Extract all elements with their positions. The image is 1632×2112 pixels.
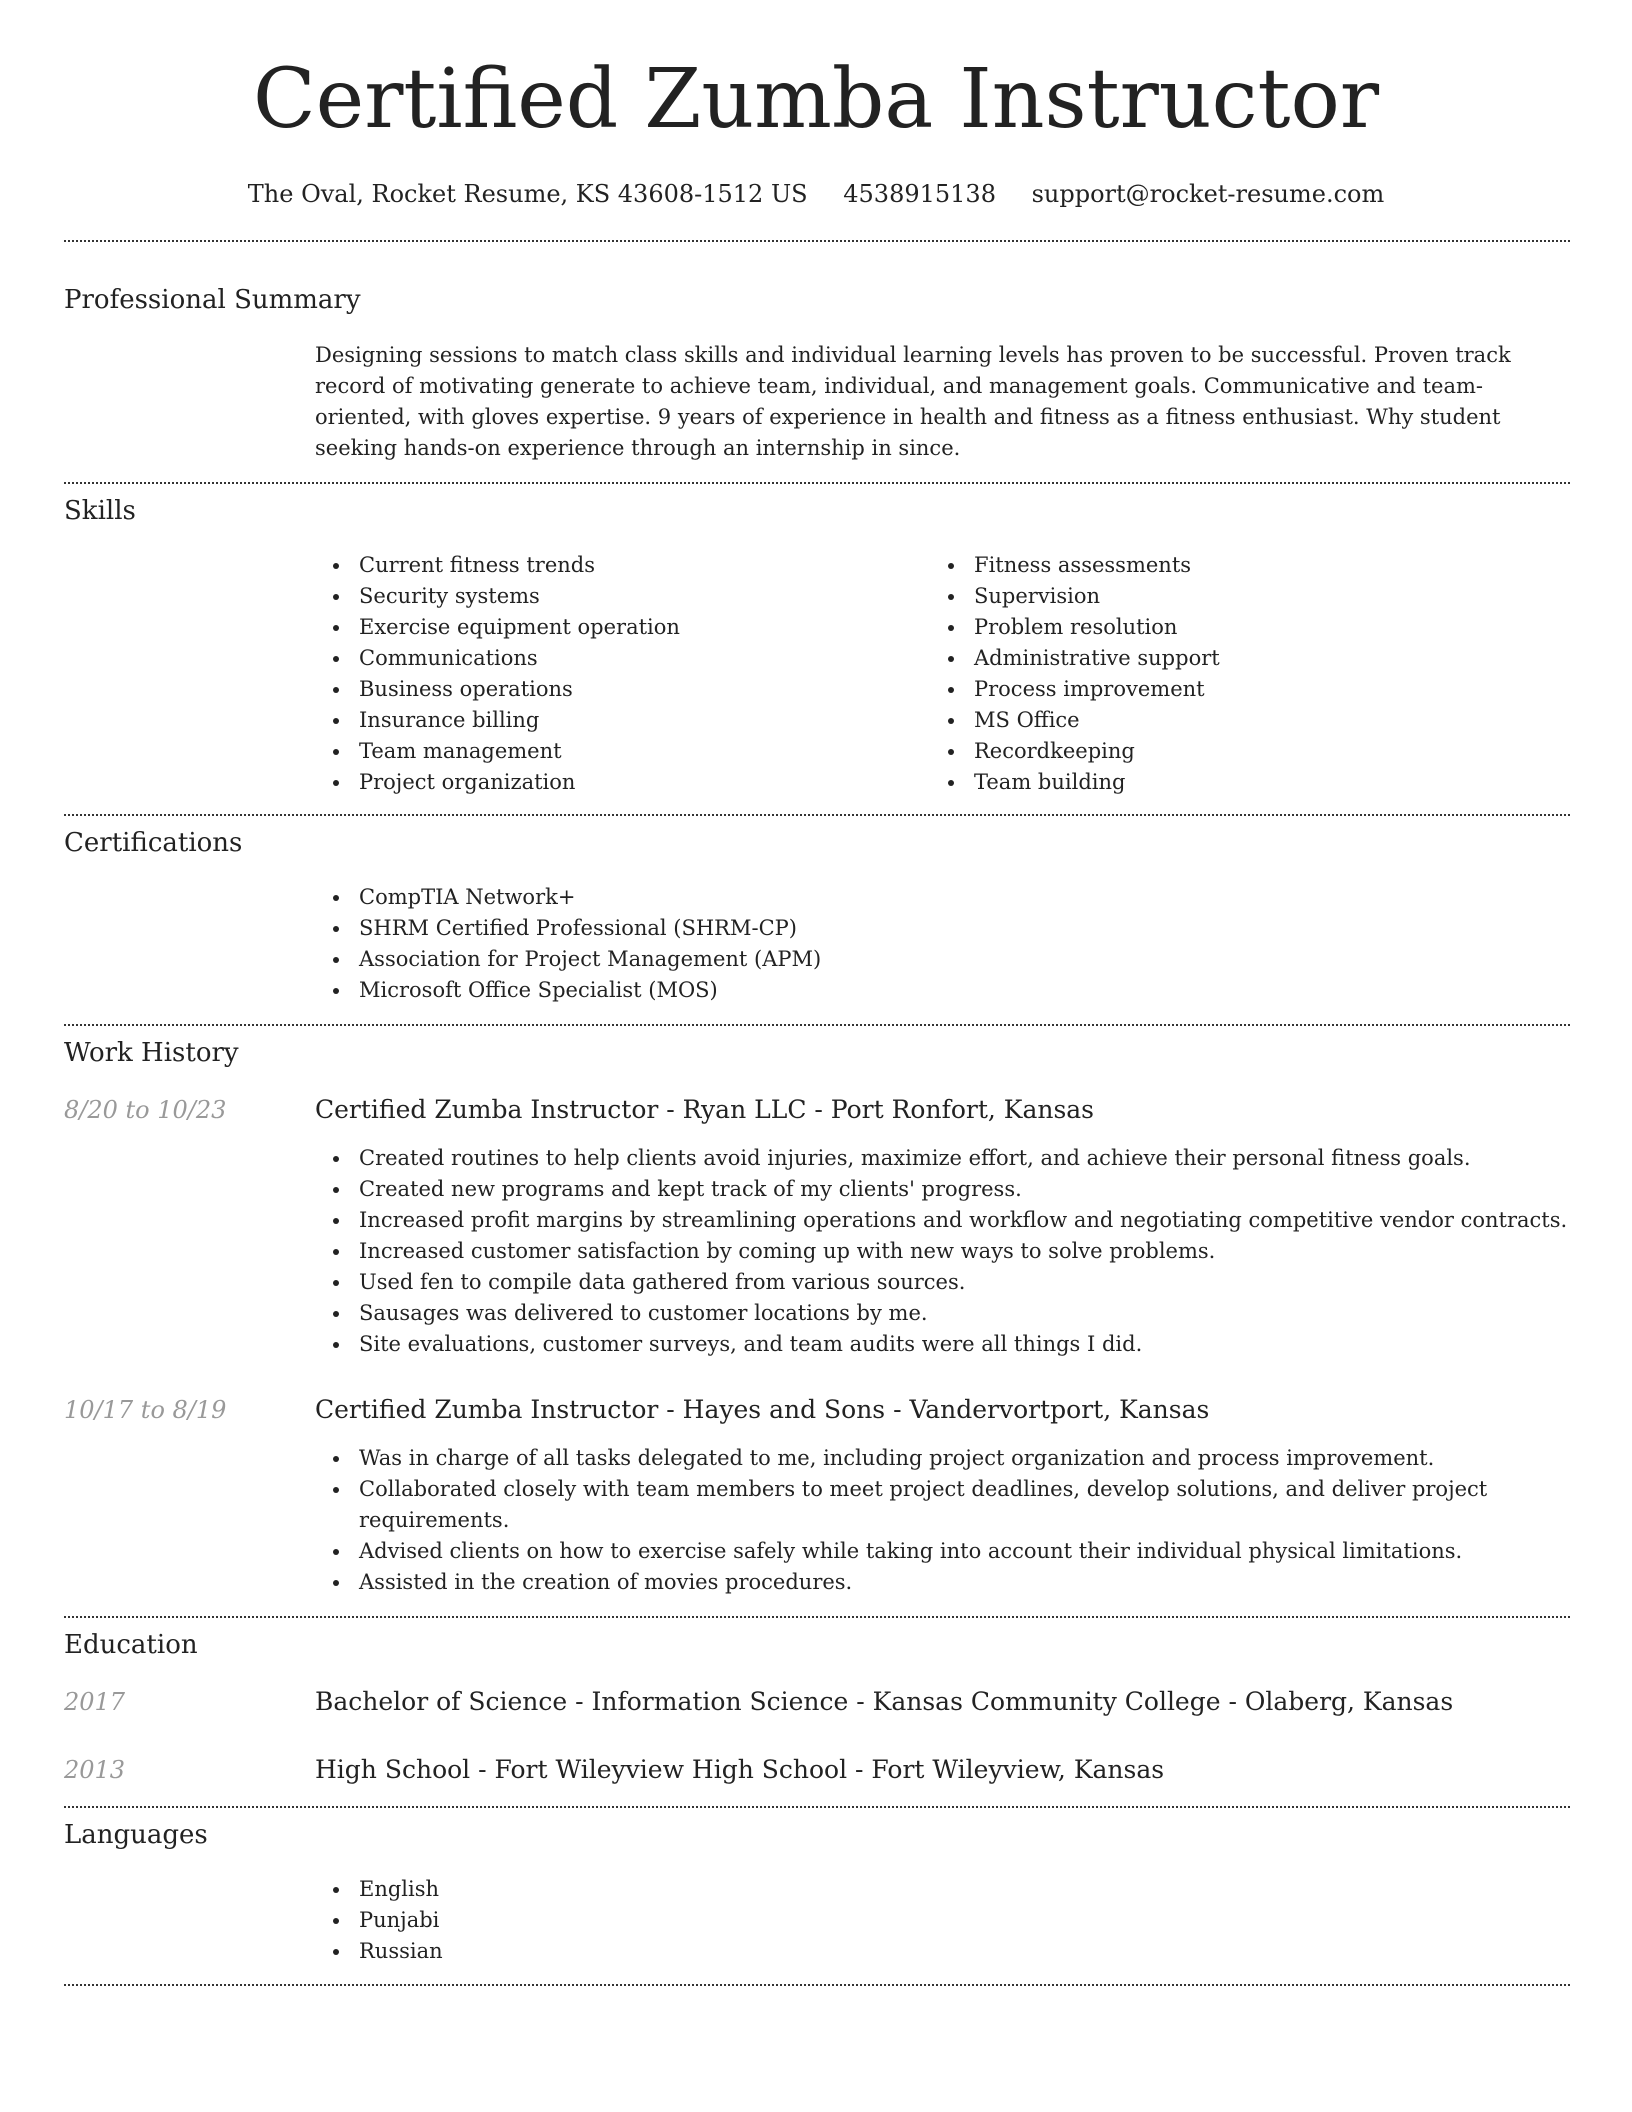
divider (64, 1806, 1570, 1808)
job-title: Certified Zumba Instructor - Hayes and Sons - Vandervortport, Kansas (315, 1395, 1210, 1424)
list-item: CompTIA Network+ (359, 882, 821, 913)
divider (64, 814, 1570, 816)
summary-text: Designing sessions to match class skills and individual learning levels has proven to be successful. Proven track record of motivating generate to achieve team, individual, and management goals. Communicative and team-oriented, with gloves expertise. 9 years of experience in health and fitness as a fitness enthusiast. Why student seeking hands-on experience through an internship in since. (315, 343, 1511, 460)
list-item: Punjabi (359, 1905, 443, 1936)
section-title-skills: Skills (64, 496, 136, 526)
list-item: Assisted in the creation of movies procedures. (359, 1567, 1529, 1598)
section-title-summary: Professional Summary (64, 285, 361, 315)
divider (64, 482, 1570, 484)
list-item: Fitness assessments (974, 550, 1220, 581)
list-item: Increased customer satisfaction by coming up with new ways to solve problems. (359, 1236, 1567, 1267)
list-item: Administrative support (974, 643, 1220, 674)
list-item: Problem resolution (974, 612, 1220, 643)
email-link[interactable]: support@rocket-resume.com (1031, 180, 1385, 208)
page-title: Certified Zumba Instructor (252, 52, 1380, 147)
job-dates: 8/20 to 10/23 (64, 1096, 227, 1124)
section-title-languages: Languages (64, 1820, 208, 1850)
certifications-list (315, 882, 821, 1006)
list-item: Created routines to help clients avoid injuries, maximize effort, and achieve their personal fitness goals. (359, 1143, 1567, 1174)
list-item: Business operations (359, 674, 680, 705)
list-item: SHRM Certified Professional (SHRM-CP) (359, 913, 821, 944)
list-item: MS Office (974, 705, 1220, 736)
list-item: Process improvement (974, 674, 1220, 705)
job-title: Certified Zumba Instructor - Ryan LLC - Port Ronfort, Kansas (315, 1095, 1095, 1124)
education-year: 2017 (64, 1688, 126, 1716)
list-item: Supervision (974, 581, 1220, 612)
list-item: Used fen to compile data gathered from various sources. (359, 1267, 1567, 1298)
section-title-certifications: Certifications (64, 828, 243, 858)
skills-list-right (930, 550, 1220, 798)
job-bullets (315, 1143, 1567, 1360)
address-text: The Oval, Rocket Resume, KS 43608-1512 US (247, 180, 808, 208)
divider (64, 1024, 1570, 1026)
education-entry: Bachelor of Science - Information Science - Kansas Community College - Olaberg, Kansas (315, 1687, 1454, 1716)
list-item: Sausages was delivered to customer locations by me. (359, 1298, 1567, 1329)
list-item: Current fitness trends (359, 550, 680, 581)
divider (64, 1984, 1570, 1986)
list-item: Insurance billing (359, 705, 680, 736)
list-item: Team building (974, 767, 1220, 798)
education-entry: High School - Fort Wileyview High School - Fort Wileyview, Kansas (315, 1755, 1165, 1784)
list-item: Communications (359, 643, 680, 674)
section-title-work-history: Work History (64, 1038, 239, 1068)
resume-header (0, 0, 1632, 210)
languages-list (315, 1874, 443, 1967)
list-item: Increased profit margins by streamlining operations and workflow and negotiating competitive vendor contracts. (359, 1205, 1567, 1236)
contact-line (0, 178, 1632, 210)
list-item: Collaborated closely with team members to meet project deadlines, develop solutions, and deliver project requirements. (359, 1474, 1529, 1536)
list-item: Security systems (359, 581, 680, 612)
skills-list-left (315, 550, 680, 798)
list-item: English (359, 1874, 443, 1905)
list-item: Was in charge of all tasks delegated to me, including project organization and process improvement. (359, 1443, 1529, 1474)
list-item: Association for Project Management (APM) (359, 944, 821, 975)
list-item: Created new programs and kept track of my clients' progress. (359, 1174, 1567, 1205)
list-item: Project organization (359, 767, 680, 798)
section-title-education: Education (64, 1630, 198, 1660)
list-item: Site evaluations, customer surveys, and team audits were all things I did. (359, 1329, 1567, 1360)
education-year: 2013 (64, 1756, 126, 1784)
list-item: Advised clients on how to exercise safely while taking into account their individual physical limitations. (359, 1536, 1529, 1567)
list-item: Team management (359, 736, 680, 767)
list-item: Russian (359, 1936, 443, 1967)
list-item: Microsoft Office Specialist (MOS) (359, 975, 821, 1006)
divider (64, 240, 1570, 242)
phone-text: 4538915138 (843, 180, 996, 208)
job-bullets (315, 1443, 1529, 1598)
list-item: Recordkeeping (974, 736, 1220, 767)
divider (64, 1616, 1570, 1618)
job-dates: 10/17 to 8/19 (64, 1396, 227, 1424)
list-item: Exercise equipment operation (359, 612, 680, 643)
